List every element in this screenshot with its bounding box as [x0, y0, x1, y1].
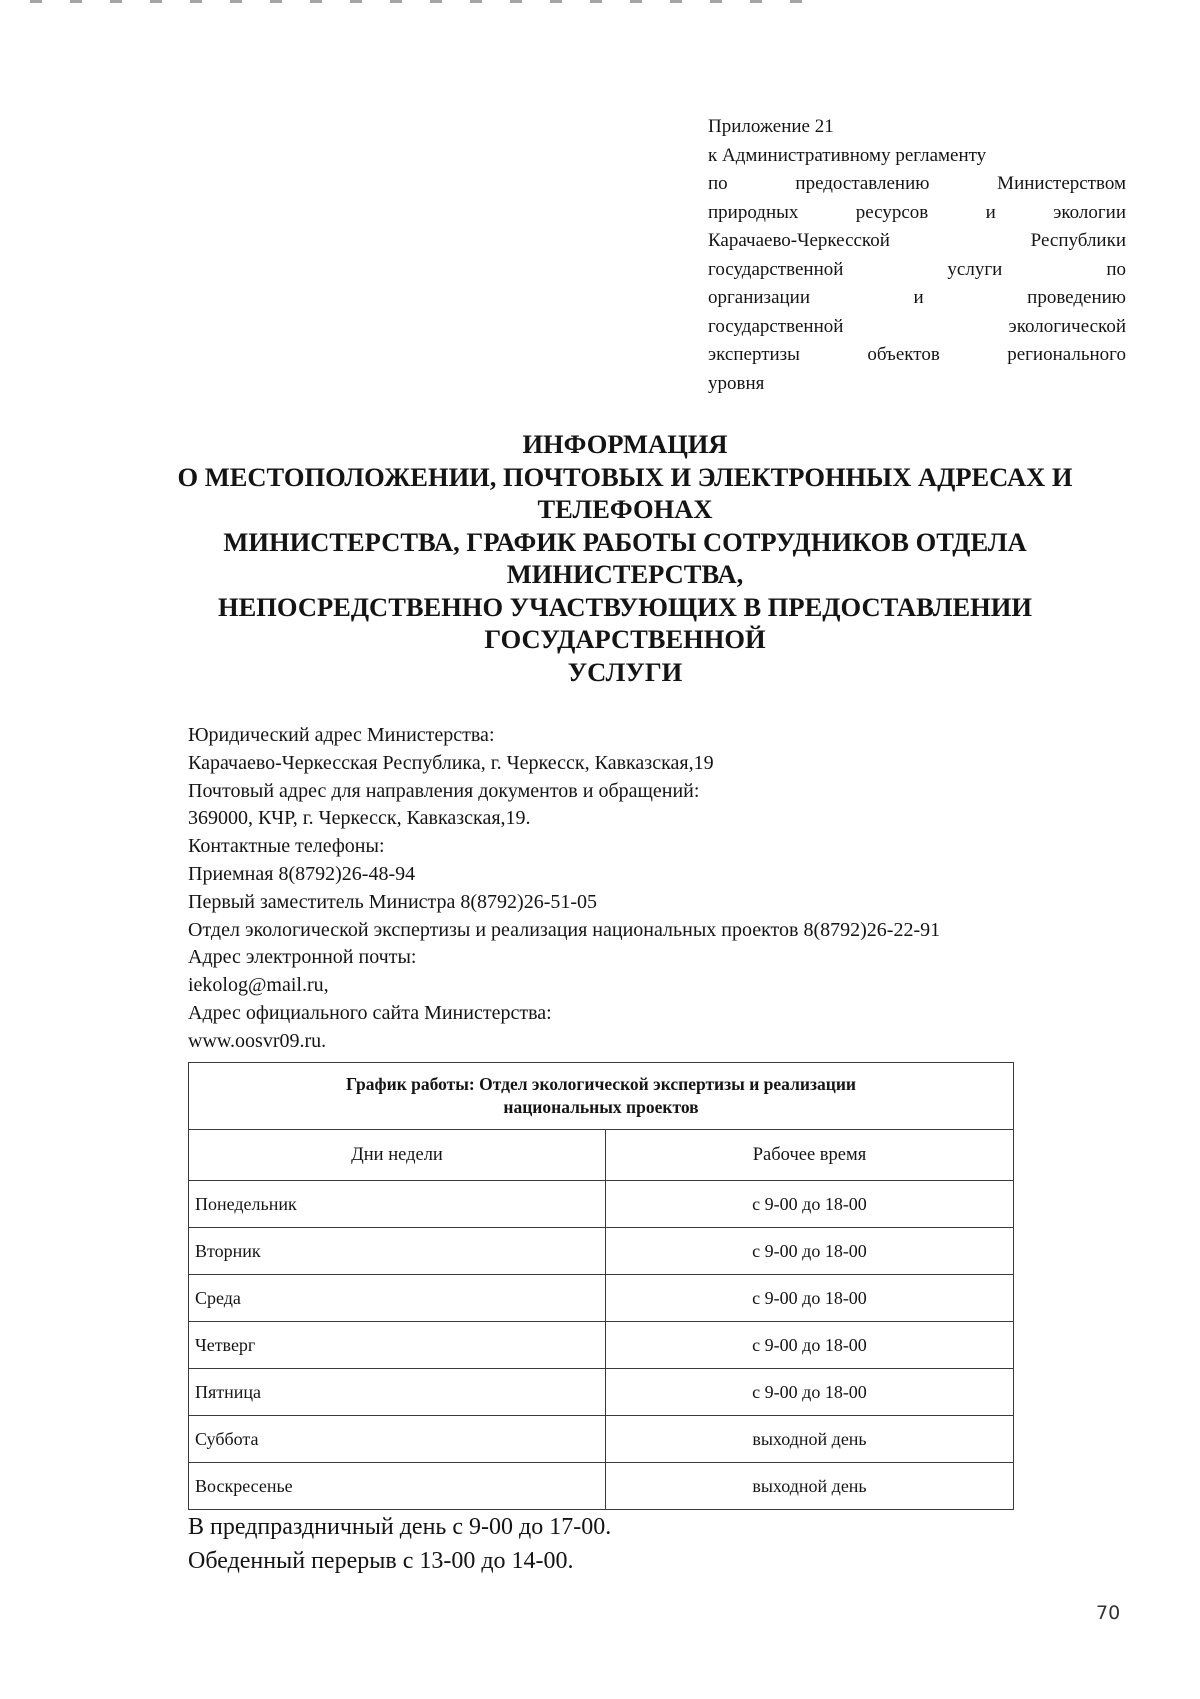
phones-label: Контактные телефоны:: [188, 835, 385, 858]
appendix-line: природных ресурсов и экологии: [708, 201, 1126, 223]
legal-address-label: Юридический адрес Министерства:: [188, 724, 495, 746]
appendix-block: [708, 113, 1126, 398]
document-title: [60, 428, 1190, 688]
website-address: www.oosvr09.ru.: [188, 1029, 327, 1052]
day-cell: Среда: [189, 1275, 606, 1322]
email-address: iekolog@mail.ru,: [188, 974, 329, 997]
table-row: [189, 1228, 1014, 1275]
title-line: МИНИСТЕРСТВА,: [506, 559, 744, 589]
schedule-header-row: [189, 1130, 1014, 1181]
table-row: [189, 1369, 1014, 1416]
table-row: [189, 1416, 1014, 1463]
postal-address: 369000, КЧР, г. Черкесск, Кавказская,19.: [188, 807, 531, 830]
column-header-hours: Рабочее время: [606, 1130, 1014, 1181]
appendix-line: государственной услуги по: [708, 258, 1126, 280]
hours-cell: с 9-00 до 18-00: [606, 1322, 1014, 1369]
table-row: [189, 1322, 1014, 1369]
hours-cell: с 9-00 до 18-00: [606, 1181, 1014, 1228]
email-label: Адрес электронной почты:: [188, 946, 417, 969]
day-cell: Вторник: [189, 1228, 606, 1275]
appendix-line: к Административному регламенту: [708, 144, 987, 166]
phone-department: Отдел экологической экспертизы и реализация национальных проектов 8(8792)26-22-91: [188, 918, 941, 941]
work-schedule-table: [188, 1062, 1014, 1510]
phone-reception: Приемная 8(8792)26-48-94: [188, 862, 416, 885]
title-line: ИНФОРМАЦИЯ: [522, 429, 728, 459]
page-number: 70: [1096, 1602, 1121, 1624]
day-cell: Понедельник: [189, 1181, 606, 1228]
schedule-notes: [188, 1510, 611, 1578]
postal-address-label: Почтовый адрес для направления документов и обращений:: [188, 779, 700, 802]
title-line: УСЛУГИ: [567, 656, 683, 687]
title-line: НЕПОСРЕДСТВЕННО УЧАСТВУЮЩИХ В ПРЕДОСТАВЛЕНИИ: [217, 591, 1032, 622]
table-row: [189, 1463, 1014, 1510]
scan-artifact-dashes: [30, 0, 830, 3]
hours-cell: с 9-00 до 18-00: [606, 1275, 1014, 1322]
title-line: ТЕЛЕФОНАХ: [537, 494, 713, 524]
schedule-caption-line: национальных проектов: [503, 1097, 699, 1117]
appendix-line: государственной экологической: [708, 315, 1126, 337]
legal-address: Карачаево-Черкесская Республика, г. Черкесск, Кавказская,19: [188, 751, 714, 774]
day-cell: Четверг: [189, 1322, 606, 1369]
appendix-line: по предоставлению Министерством: [708, 173, 1126, 194]
title-line: МИНИСТЕРСТВА, ГРАФИК РАБОТЫ СОТРУДНИКОВ ОТДЕЛА: [223, 526, 1027, 557]
table-row: [189, 1275, 1014, 1322]
contact-info: [188, 722, 1148, 1056]
schedule-caption-line: График работы: Отдел экологической экспертизы и реализации: [345, 1074, 857, 1094]
title-line: ГОСУДАРСТВЕННОЙ: [484, 624, 766, 654]
table-row: [189, 1181, 1014, 1228]
schedule-caption: [189, 1063, 1014, 1130]
appendix-line: Приложение 21: [708, 116, 834, 137]
day-cell: Суббота: [189, 1416, 606, 1463]
appendix-line: уровня: [708, 372, 765, 394]
title-line: О МЕСТОПОЛОЖЕНИИ, ПОЧТОВЫХ И ЭЛЕКТРОННЫХ АДРЕСАХ И: [177, 461, 1073, 492]
day-cell: Пятница: [189, 1369, 606, 1416]
appendix-line: Карачаево-Черкесской Республики: [708, 230, 1126, 251]
column-header-days: Дни недели: [189, 1130, 606, 1181]
hours-cell: выходной день: [606, 1416, 1014, 1463]
appendix-line: экспертизы объектов регионального: [708, 344, 1126, 365]
pre-holiday-note: В предпраздничный день с 9-00 до 17-00.: [188, 1514, 612, 1540]
day-cell: Воскресенье: [189, 1463, 606, 1510]
phone-first-deputy: Первый заместитель Министра 8(8792)26-51-05: [188, 890, 598, 913]
hours-cell: с 9-00 до 18-00: [606, 1228, 1014, 1275]
hours-cell: с 9-00 до 18-00: [606, 1369, 1014, 1416]
lunch-break-note: Обеденный перерыв с 13-00 до 14-00.: [188, 1548, 574, 1574]
hours-cell: выходной день: [606, 1463, 1014, 1510]
appendix-line: организации и проведению: [708, 287, 1126, 308]
website-label: Адрес официального сайта Министерства:: [188, 1001, 552, 1024]
schedule-caption-row: [189, 1063, 1014, 1130]
